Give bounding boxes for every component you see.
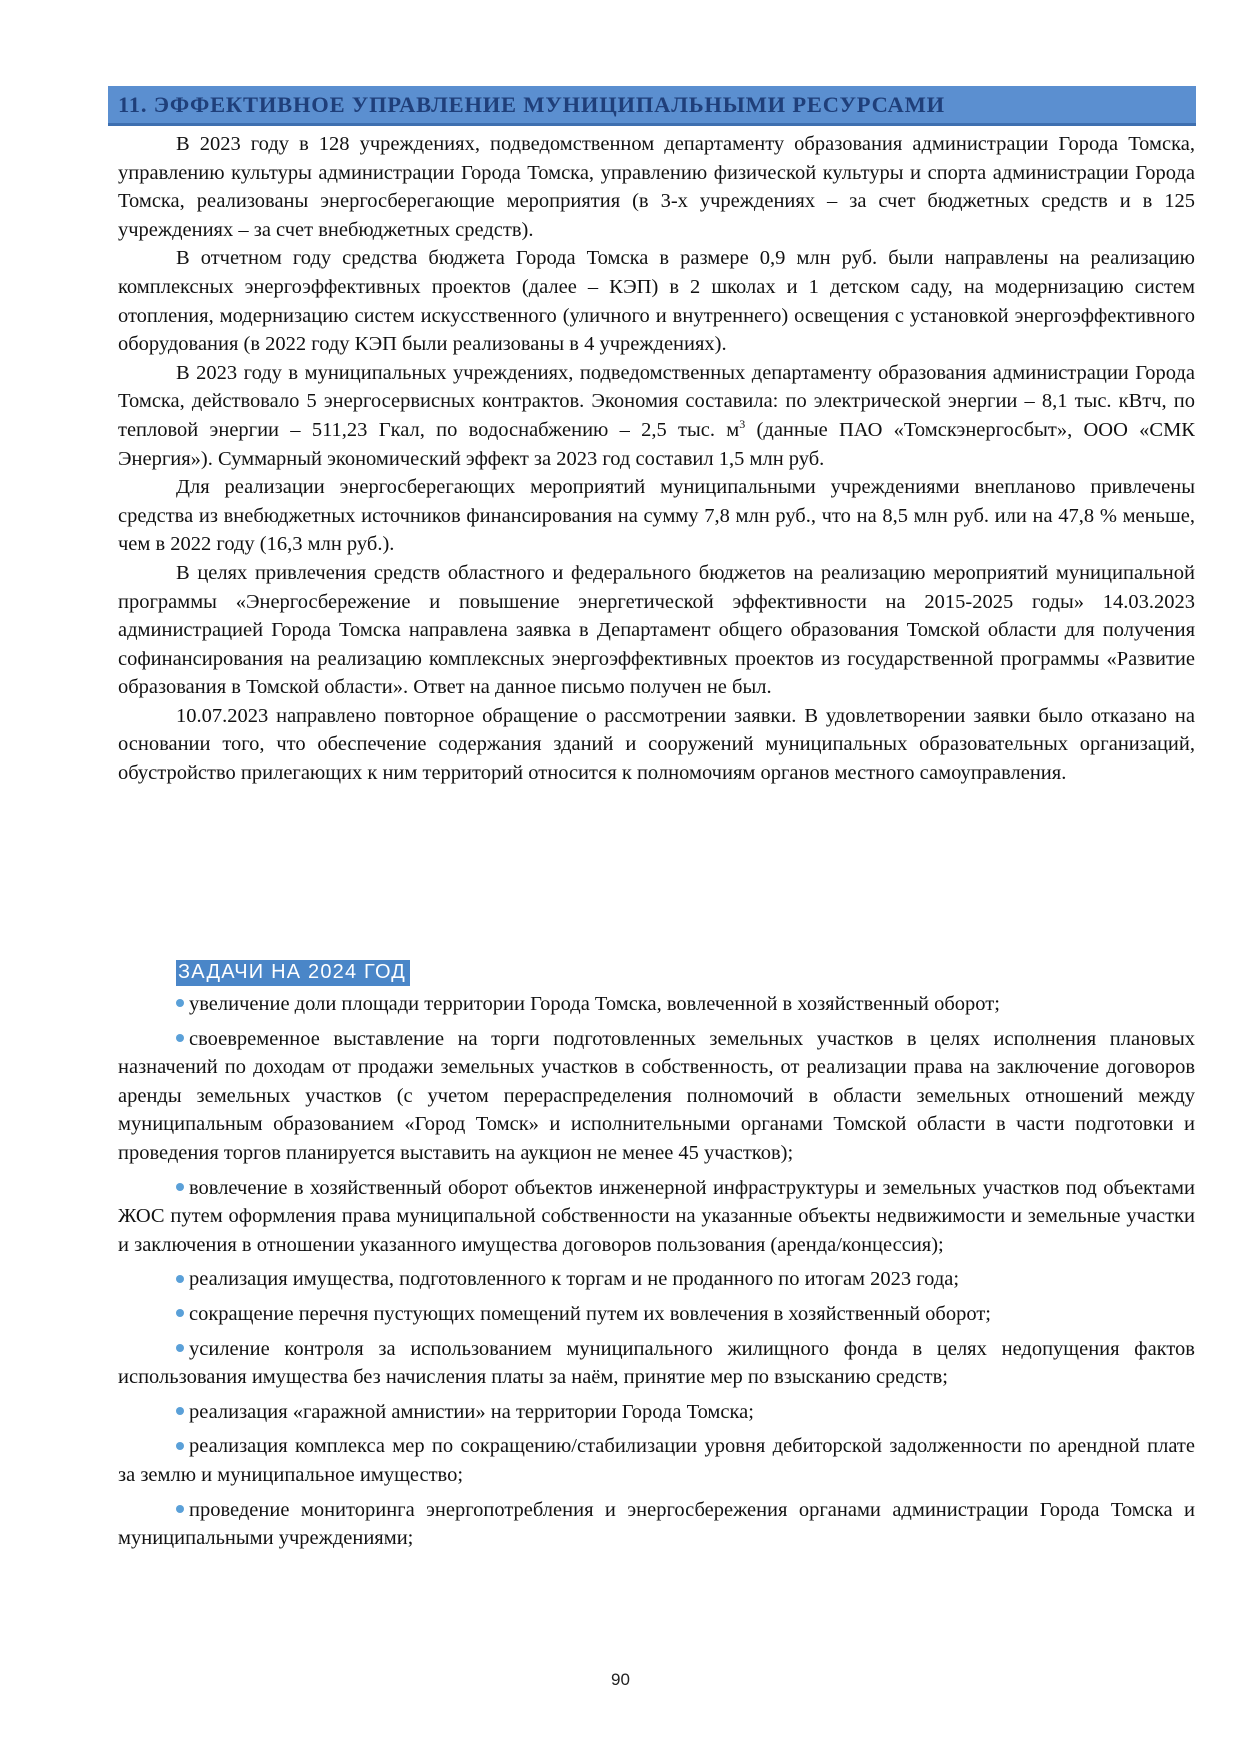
list-item-text: реализация имущества, подготовленного к торгам и не проданного по итогам 2023 года; <box>189 1268 960 1291</box>
list-item <box>118 1025 1195 1168</box>
list-item-text: реализация комплекса мер по сокращению/стабилизации уровня дебиторской задолженности по арендной плате за землю и муниципальное имущество; <box>118 1435 1195 1486</box>
tasks-heading-wrap <box>176 960 410 986</box>
bullet-icon <box>176 1309 184 1317</box>
tasks-heading: ЗАДАЧИ НА 2024 ГОД <box>176 960 410 986</box>
section-heading-text: 11. ЭФФЕКТИВНОЕ УПРАВЛЕНИЕ МУНИЦИПАЛЬНЫМИ РЕСУРСАМИ <box>118 91 945 117</box>
list-item <box>118 1300 1195 1329</box>
list-item <box>118 990 1195 1019</box>
bullet-icon <box>176 1034 184 1042</box>
paragraph: Для реализации энергосберегающих мероприятий муниципальными учреждениями внепланово привлечены средства из внебюджетных источников финансирования на сумму 7,8 млн руб., что на 8,5 млн руб. или на 47,8 % меньше, чем в 2022 году (16,3 млн руб.). <box>118 476 1195 556</box>
list-item <box>118 1335 1195 1392</box>
bullet-icon <box>176 1275 184 1283</box>
body-text <box>118 130 1195 788</box>
section-heading <box>108 86 1196 126</box>
paragraph-part: В 2023 году в муниципальных учреждениях, подведомственных департаменту образования администрации Города Томска, действовало 5 энергосервисных контрактов. Экономия составила: по электрической энергии – 8,1 тыс. кВтч, по тепловой энергии – 511,23 Гкал, по водоснабжению – 2,5 тыс. м <box>118 361 1195 441</box>
paragraph: В целях привлечения средств областного и федерального бюджетов на реализацию мероприятий муниципальной программы «Энергосбережение и повышение энергетической эффективности на 2015-2025 годы» 14.03.2023 администрацией Города Томска направлена заявка в Департамент общего образования Томской области для получения софинансирования на реализацию комплексных энергоэффективных проектов из государственной программы «Развитие образования в Томской области». Ответ на данное письмо получен не был. <box>118 561 1195 699</box>
list-item-text: усиление контроля за использованием муниципального жилищного фонда в целях недопущения фактов использования имущества без начисления платы за наём, принятие мер по взысканию средств; <box>118 1337 1195 1389</box>
list-item-text: увеличение доли площади территории Города Томска, вовлеченной в хозяйственный оборот; <box>189 993 1000 1015</box>
paragraph: 10.07.2023 направлено повторное обращение о рассмотрении заявки. В удовлетворении заявки было отказано на основании того, что обеспечение содержания зданий и сооружений муниципальных образовательных организаций, обустройство прилегающих к ним территорий относится к полномочиям органов местного самоуправления. <box>118 704 1195 785</box>
paragraph: В 2023 году в 128 учреждениях, подведомственном департаменту образования администрации Города Томска, управлению культуры администрации Города Томска, управлению физической культуры и спорта администрации Города Томска, реализованы энергосберегающие мероприятия (в 3-х учреждениях – за счет бюджетных средств и в 125 учреждениях – за счет внебюджетных средств). <box>118 133 1195 241</box>
list-item <box>118 1496 1195 1553</box>
bullet-icon <box>176 1442 184 1450</box>
list-item <box>118 1398 1195 1427</box>
list-item <box>118 1265 1195 1294</box>
list-item-text: реализация «гаражной амнистии» на территории Города Томска; <box>189 1400 754 1423</box>
list-item <box>118 1432 1195 1489</box>
page-number: 90 <box>611 1670 630 1689</box>
superscript: 3 <box>739 417 746 432</box>
paragraph-part: (данные ПАО «Томскэнергосбыт», ООО «СМК Энергия»). Суммарный экономический эффект за 2023 год составил 1,5 млн руб. <box>118 418 1195 470</box>
list-item-text: сокращение перечня пустующих помещений путем их вовлечения в хозяйственный оборот; <box>189 1302 991 1325</box>
list-item-text: проведение мониторинга энергопотребления и энергосбережения органами администрации Города Томска и муниципальными учреждениями; <box>118 1498 1195 1550</box>
bullet-icon <box>176 999 184 1007</box>
paragraph-with-superscript <box>118 359 1195 473</box>
bullet-icon <box>176 1344 184 1352</box>
bullet-icon <box>176 1407 184 1415</box>
bullet-icon <box>176 1183 184 1191</box>
tasks-list <box>118 990 1195 1553</box>
list-item-text: своевременное выставление на торги подготовленных земельных участков в целях исполнения плановых назначений по доходам от продажи земельных участков в собственность, от реализации права на заключение договоров аренды земельных участков (с учетом перераспределения полномочий в области земельных отношений между муниципальным образованием «Город Томск» и исполнительными органами Томской области в части подготовки и проведения торгов планируется выставить на аукцион не менее 45 участков); <box>118 1027 1195 1164</box>
list-item-text: вовлечение в хозяйственный оборот объектов инженерной инфраструктуры и земельных участков под объектами ЖОС путем оформления права муниципальной собственности на указанные объекты недвижимости и земельные участки и заключения в отношении указанного имущества договоров пользования (аренда/концессия); <box>118 1176 1195 1256</box>
paragraph: В отчетном году средства бюджета Города Томска в размере 0,9 млн руб. были направлены на реализацию комплексных энергоэффективных проектов (далее – КЭП) в 2 школах и 1 детском саду, на модернизацию систем отопления, модернизацию систем искусственного (уличного и внутреннего) освещения с установкой энергоэффективного оборудования (в 2022 году КЭП были реализованы в 4 учреждениях). <box>118 247 1195 356</box>
bullet-icon <box>176 1505 184 1513</box>
list-item <box>118 1174 1195 1260</box>
